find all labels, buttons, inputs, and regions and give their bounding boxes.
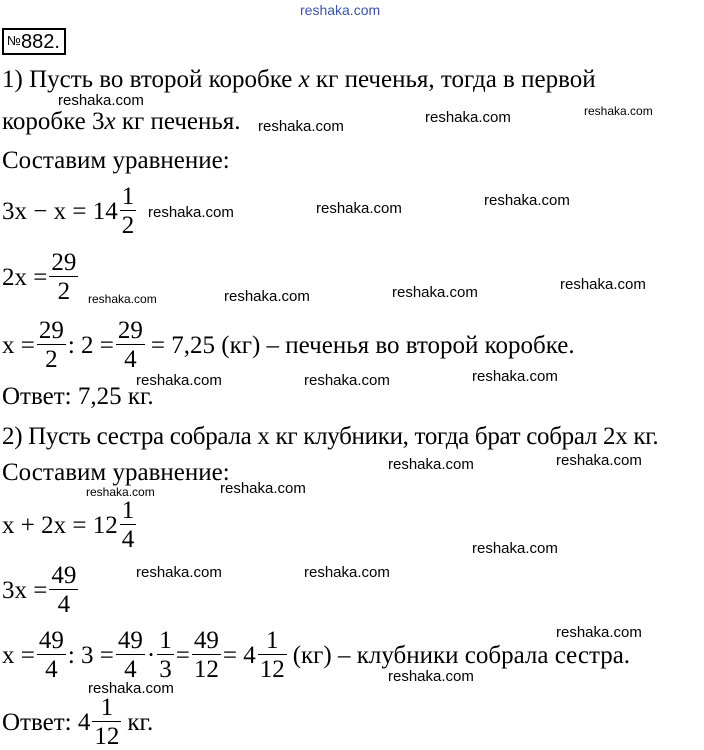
fraction: $\frac{29}{4}$ (117, 317, 143, 373)
fraction: $\frac{29}{2}$ (51, 249, 77, 305)
fraction: $\frac{1}{12}$ (259, 627, 285, 683)
watermark: reshaka.com (304, 564, 390, 581)
part1-equation3: x = $\frac{29}{2}$ : 2 = $\frac{29}{4}$ = 7,25 (кг) – печенья во второй коробке. (2, 317, 575, 373)
watermark: reshaka.com (316, 200, 402, 217)
watermark: reshaka.com (220, 480, 306, 497)
watermark: reshaka.com (556, 624, 642, 641)
fraction: $\frac{49}{4}$ (51, 562, 77, 618)
part2-equation3: x = $\frac{49}{4}$ : 3 = $\frac{49}{4}$ · $\frac{1}{3}$ = $\frac{49}{12}$ = 4 $\frac{1}{12}$ (кг) – клубники собрала сестра. (2, 627, 631, 683)
part2-answer: Ответ: 4 $\frac{1}{12}$ кг. (2, 694, 154, 750)
watermark: reshaka.com (556, 452, 642, 469)
watermark: reshaka.com (425, 109, 511, 126)
fraction: $\frac{1}{12}$ (94, 694, 120, 750)
watermark: reshaka.com (224, 288, 310, 305)
fraction: $\frac{29}{2}$ (38, 317, 64, 373)
part1-line1: 1) Пусть во второй коробке x кг печенья, тогда в первой (2, 66, 596, 93)
watermark: reshaka.com (584, 104, 653, 118)
site-watermark-top: reshaka.com (300, 2, 381, 18)
watermark: reshaka.com (388, 668, 474, 685)
watermark: reshaka.com (388, 456, 474, 473)
watermark: reshaka.com (304, 372, 390, 389)
number-sign: № (7, 33, 21, 48)
watermark: reshaka.com (392, 284, 478, 301)
part2-compose: Составим уравнение: (2, 459, 230, 486)
watermark: reshaka.com (88, 292, 157, 306)
watermark: reshaka.com (258, 118, 344, 135)
fraction: $\frac{1}{3}$ (159, 627, 172, 683)
fraction: $\frac{1}{4}$ (121, 497, 135, 553)
watermark: reshaka.com (484, 192, 570, 209)
part1-line2: коробке 3x кг печенья. (2, 108, 241, 135)
watermark: reshaka.com (560, 276, 646, 293)
task-number-badge (2, 28, 66, 55)
watermark: reshaka.com (88, 680, 174, 697)
watermark: reshaka.com (472, 368, 558, 385)
fraction: $\frac{49}{4}$ (117, 627, 143, 683)
watermark: reshaka.com (148, 204, 234, 221)
watermark: reshaka.com (58, 92, 144, 109)
watermark: reshaka.com (136, 372, 222, 389)
watermark: reshaka.com (136, 564, 222, 581)
fraction: $\frac{1}{2}$ (121, 183, 135, 239)
watermark: reshaka.com (472, 540, 558, 557)
part2-equation2: 3x = $\frac{49}{4}$ (2, 562, 77, 618)
fraction: $\frac{49}{4}$ (38, 627, 64, 683)
part1-compose: Составим уравнение: (2, 147, 230, 174)
part2-line1: 2) Пусть сестра собрала x кг клубники, тогда брат собрал 2x кг. (2, 423, 659, 450)
task-number: 882. (20, 31, 60, 53)
part2-equation1: x + 2x = 12 $\frac{1}{4}$ (2, 497, 135, 553)
part1-equation2: 2x = $\frac{29}{2}$ (2, 249, 77, 305)
watermark: reshaka.com (86, 485, 155, 499)
part1-equation1: 3x − x = 14 $\frac{1}{2}$ (2, 183, 135, 239)
part1-answer: Ответ: 7,25 кг. (2, 383, 154, 410)
fraction: $\frac{49}{12}$ (193, 627, 219, 683)
